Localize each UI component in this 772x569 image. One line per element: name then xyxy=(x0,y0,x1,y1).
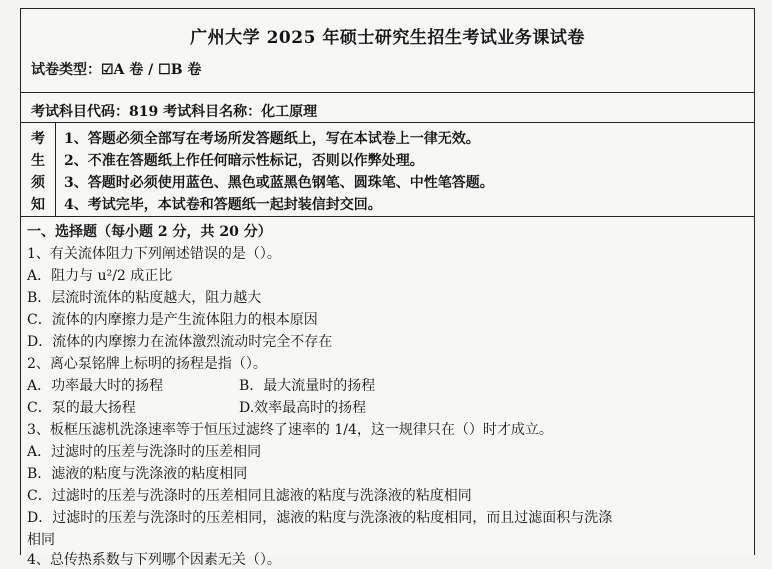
option-b: B．层流时流体的粘度越大，阻力越大 xyxy=(27,290,262,306)
question-stem: 3、板框压滤机洗涤速率等于恒压过滤终了速率的 1/4，这一规律只在（）时才成立。 xyxy=(27,422,553,438)
notice-label-char: 考 xyxy=(31,131,45,147)
option-a: A．过滤时的压差与洗涤时的压差相同 xyxy=(27,444,262,460)
option-d: D．流体的内摩擦力在流体激烈流动时完全不存在 xyxy=(27,334,333,350)
notice-label-char: 生 xyxy=(31,153,45,169)
option-a: A．阻力与 u²/2 成正比 xyxy=(27,268,173,284)
candidate-notice-box xyxy=(21,122,754,217)
option-c: C．流体的内摩擦力是产生流体阻力的根本原因 xyxy=(27,312,318,328)
notice-item: 3、答题时必须使用蓝色、黑色或蓝黑色钢笔、圆珠笔、中性笔答题。 xyxy=(64,175,494,191)
option-row xyxy=(27,375,727,395)
section-title: 一、选择题（每小题 2 分，共 20 分） xyxy=(27,224,272,240)
option-row xyxy=(27,397,727,417)
notice-label-column xyxy=(21,123,56,216)
question-stem: 2、离心泵铭牌上标明的扬程是指（）。 xyxy=(27,356,267,372)
option-c: C．泵的最大扬程 xyxy=(27,400,136,416)
option-c: C．过滤时的压差与洗涤时的压差相同且滤液的粘度与洗涤液的粘度相同 xyxy=(27,488,472,504)
question-stem: 4、总传热系数与下列哪个因素无关（）。 xyxy=(27,552,281,568)
divider xyxy=(21,92,754,93)
question-stem: 1、有关流体阻力下列阐述错误的是（）。 xyxy=(27,246,281,262)
option-b: B．滤液的粘度与洗涤液的粘度相同 xyxy=(27,466,248,482)
notice-item: 2、不准在答题纸上作任何暗示性标记，否则以作弊处理。 xyxy=(64,153,424,169)
notice-label-char: 须 xyxy=(31,175,45,191)
notice-label-char: 知 xyxy=(31,197,45,213)
exam-title: 广州大学 2025 年硕士研究生招生考试业务课试卷 xyxy=(190,28,585,48)
option-d: D.效率最高时的扬程 xyxy=(239,400,367,416)
paper-type: 试卷类型：☑A 卷 / ☐B 卷 xyxy=(31,62,202,78)
option-a: A．功率最大时的扬程 xyxy=(27,378,164,394)
option-d: D．过滤时的压差与洗涤时的压差相同，滤液的粘度与洗涤液的粘度相同，而且过滤面积与洗涤 xyxy=(27,510,613,526)
notice-item: 4、考试完毕，本试卷和答题纸一起封装信封交回。 xyxy=(64,197,382,213)
option-d-continued: 相同 xyxy=(27,532,55,548)
notice-item: 1、答题必须全部写在考场所发答题纸上，写在本试卷上一律无效。 xyxy=(64,131,480,147)
subject-line: 考试科目代码：819 考试科目名称：化工原理 xyxy=(31,104,318,120)
option-b: B．最大流量时的扬程 xyxy=(239,378,376,394)
exam-paper xyxy=(20,8,755,568)
